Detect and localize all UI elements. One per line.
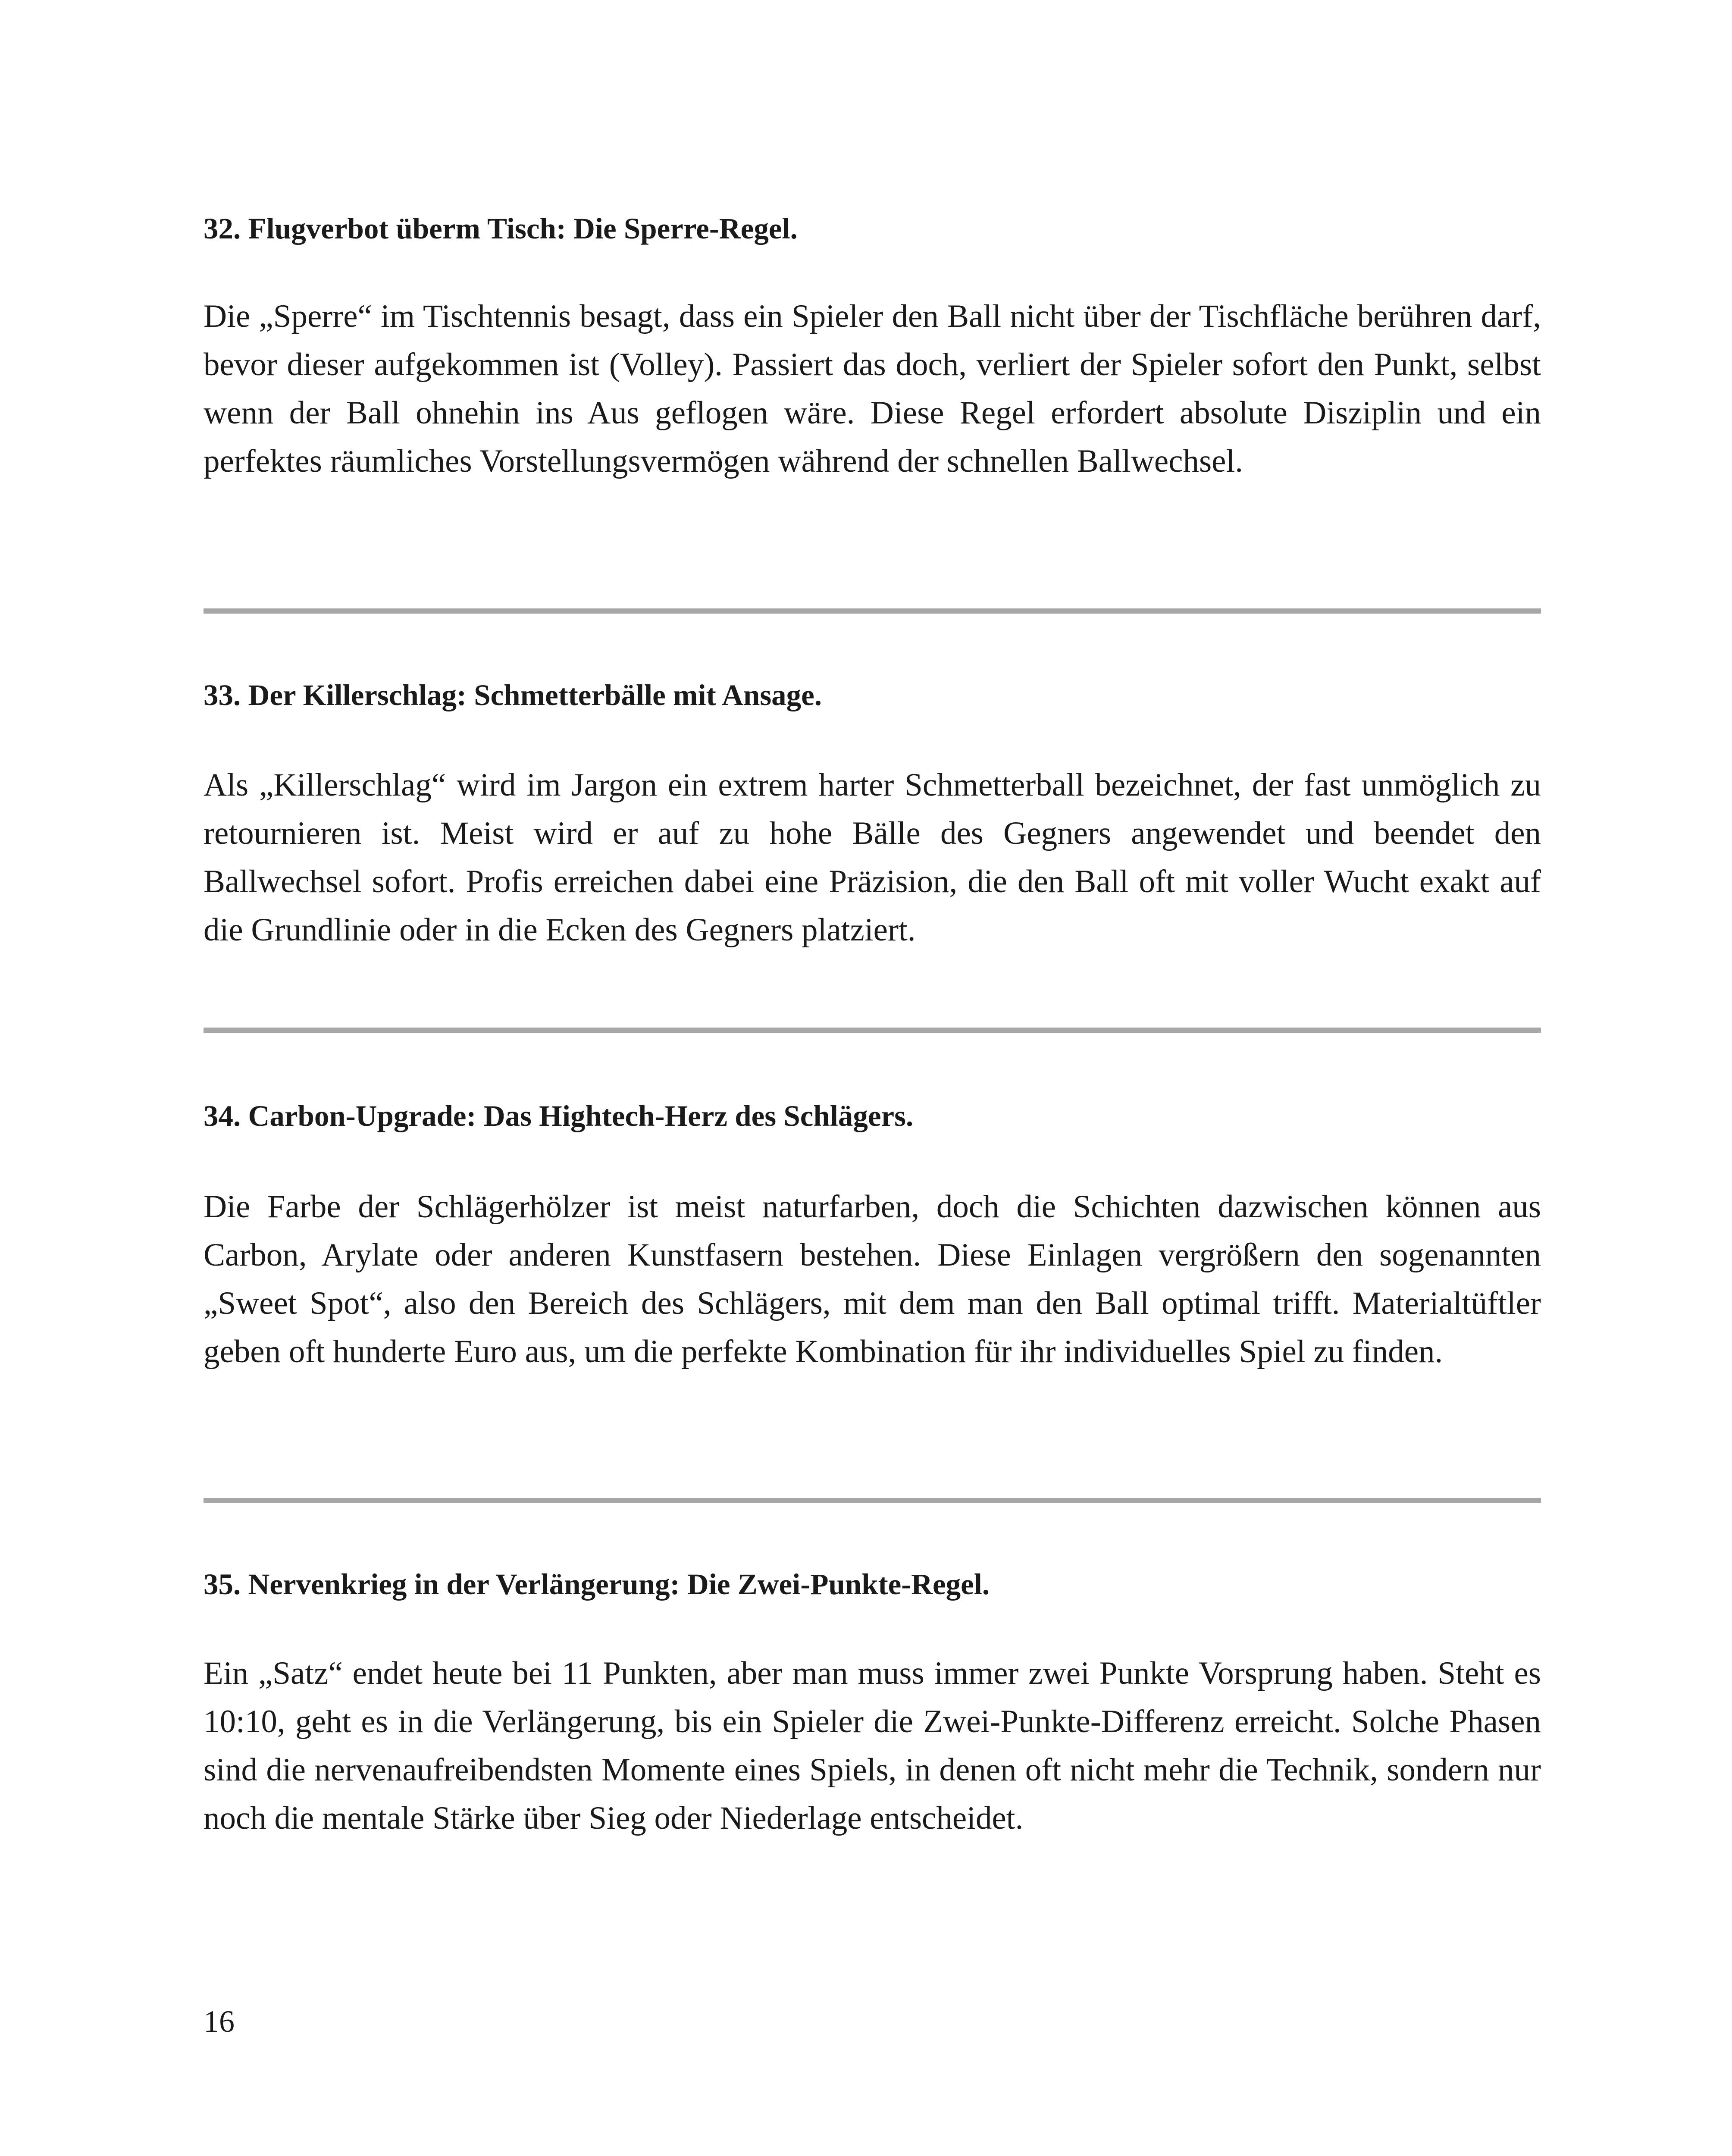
section-body-33: Als „Killerschlag“ wird im Jargon ein extrem harter Schmetterball bezeichnet, der fast unmöglich zu retournieren ist. Meist wird er auf zu hohe Bälle des Gegners angewendet und beendet den Ballwechsel sofort. Profis erreichen dabei eine Präzision, die den Ball oft mit voller Wucht exakt auf die Grundlinie oder in die Ecken des Gegners platziert.: [204, 767, 1541, 948]
section-divider: [204, 608, 1541, 614]
section-heading-35: 35. Nervenkrieg in der Verlängerung: Die Zwei-Punkte-Regel.: [204, 1568, 990, 1601]
section-body-32: Die „Sperre“ im Tischtennis besagt, dass ein Spieler den Ball nicht über der Tischfläche berühren darf, bevor dieser aufgekommen ist (Volley). Passiert das doch, verliert der Spieler sofort den Punkt, selbst wenn der Ball ohnehin ins Aus geflogen wäre. Diese Regel erfordert absolute Disziplin und ein perfektes räumliches Vorstellungsvermögen während der schnellen Ballwechsel.: [204, 298, 1541, 479]
section-divider: [204, 1498, 1541, 1503]
section-heading-34: 34. Carbon-Upgrade: Das Hightech-Herz des Schlägers.: [204, 1100, 914, 1132]
section-heading-33: 33. Der Killerschlag: Schmetterbälle mit Ansage.: [204, 679, 822, 711]
section-divider: [204, 1028, 1541, 1033]
section-heading-32: 32. Flugverbot überm Tisch: Die Sperre-Regel.: [204, 212, 798, 245]
section-body-35: Ein „Satz“ endet heute bei 11 Punkten, aber man muss immer zwei Punkte Vorsprung haben. Steht es 10:10, geht es in die Verlängerung, bis ein Spieler die Zwei-Punkte-Differenz erreicht. Solche Phasen sind die nervenaufreibendsten Momente eines Spiels, in denen oft nicht mehr die Technik, sondern nur noch die mentale Stärke über Sieg oder Niederlage entscheidet.: [204, 1655, 1541, 1836]
page-number: 16: [204, 2004, 235, 2039]
section-body-34: Die Farbe der Schlägerhölzer ist meist naturfarben, doch die Schichten dazwischen können aus Carbon, Arylate oder anderen Kunstfasern bestehen. Diese Einlagen vergrößern den sogenannten „Sweet Spot“, also den Bereich des Schlägers, mit dem man den Ball optimal trifft. Materialtüftler geben oft hunderte Euro aus, um die perfekte Kombination für ihr individuelles Spiel zu finden.: [204, 1189, 1541, 1369]
